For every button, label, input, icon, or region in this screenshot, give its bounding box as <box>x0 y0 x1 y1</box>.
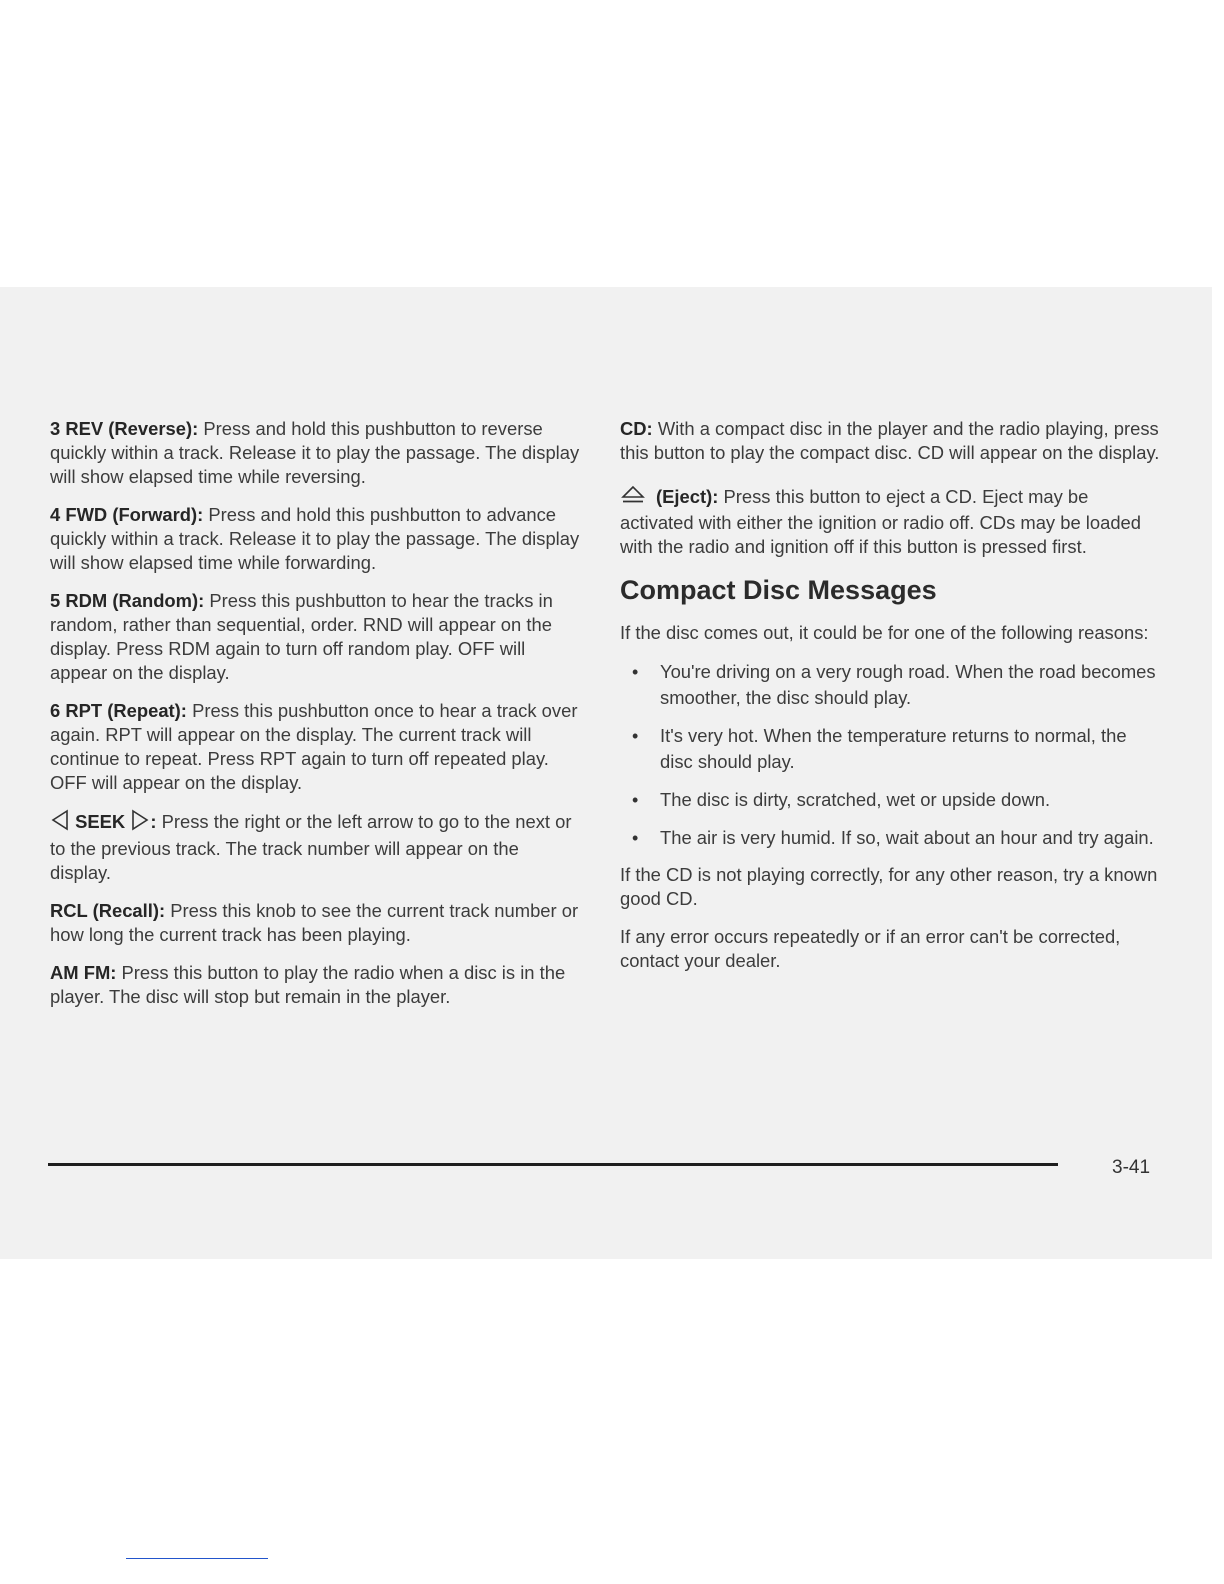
list-item: • You're driving on a very rough road. When the road becomes smoother, the disc should play. <box>632 661 1156 708</box>
rpt-paragraph <box>50 699 582 795</box>
error-paragraph: If any error occurs repeatedly or if an error can't be corrected, contact your dealer. <box>620 926 1121 971</box>
fwd-term: 4 FWD (Forward): <box>50 504 204 525</box>
list-item: • It's very hot. When the temperature returns to normal, the disc should play. <box>632 725 1127 772</box>
left-triangle-arrow-icon <box>50 809 70 837</box>
cd-not-playing-paragraph: If the CD is not playing correctly, for any other reason, try a known good CD. <box>620 864 1158 909</box>
bullet-icon: • <box>632 662 639 682</box>
rdm-text: Press this pushbutton to hear the tracks in random, rather than sequential, order. RND will appear on the display. Press RDM again to turn off random play. OFF will appear on the display. <box>50 590 553 683</box>
fwd-paragraph <box>50 503 582 575</box>
seek-suffix: : <box>150 811 157 832</box>
rev-paragraph <box>50 417 582 489</box>
bullet-icon: • <box>632 790 639 810</box>
bullet-icon: • <box>632 828 639 848</box>
left-column <box>50 417 582 1023</box>
rpt-term: 6 RPT (Repeat): <box>50 700 187 721</box>
right-triangle-arrow-icon <box>130 809 150 837</box>
eject-text: Press this button to eject a CD. Eject may be activated with either the ignition or radio off. CDs may be loaded with the radio and ignition off if this button is pressed first. <box>620 486 1142 557</box>
amfm-paragraph <box>50 961 582 1009</box>
eject-icon <box>620 485 646 511</box>
rcl-text: Press this knob to see the current track number or how long the current track has been playing. <box>50 900 579 945</box>
bottom-link-line <box>126 1558 268 1559</box>
footer-rule <box>48 1163 1058 1166</box>
list-item: • The air is very humid. If so, wait about an hour and try again. <box>620 825 1160 851</box>
seek-paragraph <box>50 809 582 885</box>
bullet-icon: • <box>632 726 639 746</box>
seek-text: Press the right or the left arrow to go to the next or to the previous track. The track number will appear on the display. <box>50 811 572 883</box>
cd-text: With a compact disc in the player and the radio playing, press this button to play the compact disc. CD will appear on the display. <box>620 418 1160 463</box>
rdm-term: 5 RDM (Random): <box>50 590 205 611</box>
rcl-paragraph <box>50 899 582 947</box>
rev-term: 3 REV (Reverse): <box>50 418 199 439</box>
right-column <box>620 417 1160 987</box>
manual-page <box>0 287 1212 1259</box>
rdm-paragraph <box>50 589 582 685</box>
amfm-term: AM FM: <box>50 962 117 983</box>
eject-term: (Eject): <box>656 486 719 507</box>
cd-term: CD: <box>620 418 653 439</box>
seek-term: SEEK <box>75 811 126 832</box>
list-item: • The disc is dirty, scratched, wet or upside down. <box>620 787 1160 813</box>
amfm-text: Press this button to play the radio when a disc is in the player. The disc will stop but remain in the player. <box>50 962 566 1007</box>
page-number: 3-41 <box>1112 1157 1151 1178</box>
cd-paragraph <box>620 417 1160 465</box>
intro-paragraph: If the disc comes out, it could be for one of the following reasons: <box>620 622 1149 643</box>
rev-text: Press and hold this pushbutton to reverse quickly within a track. Release it to play the passage. The display will show elapsed time while reversing. <box>50 418 580 487</box>
fwd-text: Press and hold this pushbutton to advance quickly within a track. Release it to play the passage. The display will show elapsed time while forwarding. <box>50 504 580 573</box>
rcl-term: RCL (Recall): <box>50 900 166 921</box>
reasons-list <box>620 659 1160 851</box>
section-title: Compact Disc Messages <box>620 575 937 605</box>
eject-paragraph <box>620 485 1160 559</box>
rpt-text: Press this pushbutton once to hear a track over again. RPT will appear on the display. The current track will continue to repeat. Press RPT again to turn off repeated play. OFF will appear on the display. <box>50 700 578 793</box>
